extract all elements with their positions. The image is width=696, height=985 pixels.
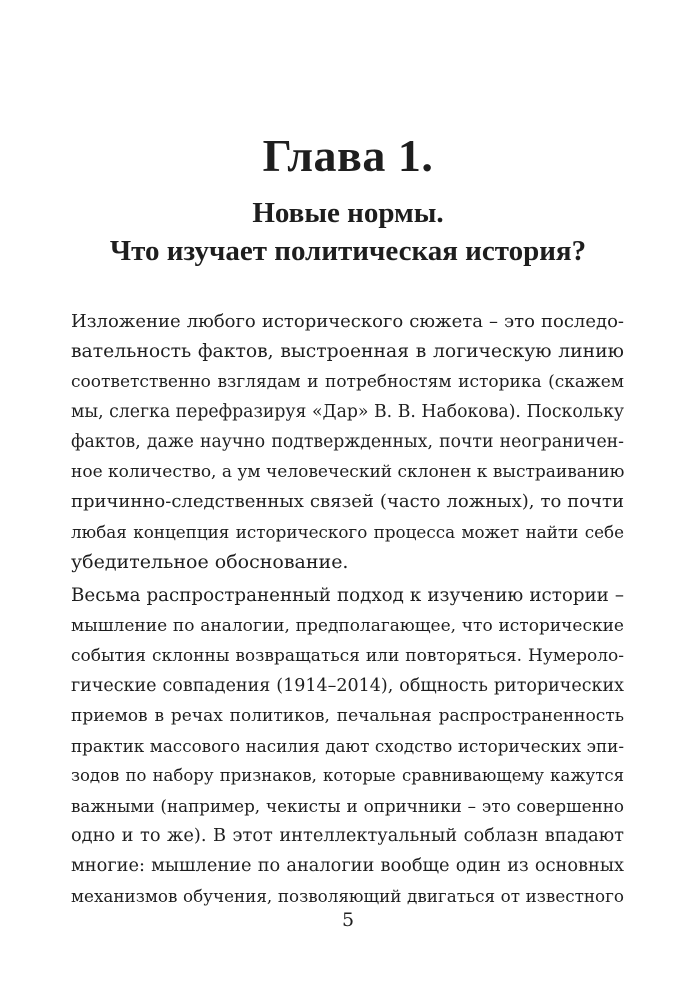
- subtitle-line: Новые нормы.: [252, 197, 444, 229]
- paragraph: [71, 581, 624, 911]
- text-line: мышление по аналогии, предполагающее, что исторические: [71, 616, 624, 636]
- text-line: ное количество, а ум человеческий склонен к выстраиванию: [71, 462, 625, 482]
- paragraph: [71, 307, 624, 577]
- subtitle-line: Что изучает политическая история?: [109, 235, 587, 267]
- text-line: практик массового насилия дают сходство исторических эпи-: [71, 736, 624, 756]
- text-line: соответственно взглядам и потребностям историка (скажем: [71, 372, 624, 392]
- text-line: гические совпадения (1914–2014), общность риторических: [71, 676, 624, 696]
- page-number: 5: [341, 909, 355, 931]
- text-line: любая концепция исторического процесса может найти себе: [71, 522, 624, 542]
- text-line: фактов, даже научно подтвержденных, почти неограничен-: [71, 432, 624, 452]
- text-line: зодов по набору признаков, которые сравнивающему кажутся: [71, 766, 624, 785]
- text-line: Весьма распространенный подход к изучению истории –: [71, 585, 624, 606]
- text-line: многие: мышление по аналогии вообще один из основных: [71, 856, 624, 876]
- text-line: приемов в речах политиков, печальная распространенность: [71, 706, 624, 726]
- text-line: события склонны возвращаться или повторяться. Нумероло-: [71, 646, 624, 666]
- text-line: важными (например, чекисты и опричники – это совершенно: [71, 796, 624, 816]
- chapter-subtitle: [0, 194, 696, 270]
- text-line: мы, слегка перефразируя «Дар» В. В. Набокова). Поскольку: [71, 402, 624, 422]
- text-line: вательность фактов, выстроенная в логическую линию: [71, 341, 624, 362]
- text-line: одно и то же). В этот интеллектуальный соблазн впадают: [71, 826, 624, 846]
- text-line: механизмов обучения, позволяющий двигаться от известного: [71, 886, 624, 906]
- text-line: убедительное обоснование.: [71, 551, 349, 573]
- chapter-title: Глава 1.: [262, 130, 434, 181]
- text-line: Изложение любого исторического сюжета – это последо-: [71, 311, 624, 332]
- text-line: причинно-следственных связей (часто ложных), то почти: [71, 491, 624, 512]
